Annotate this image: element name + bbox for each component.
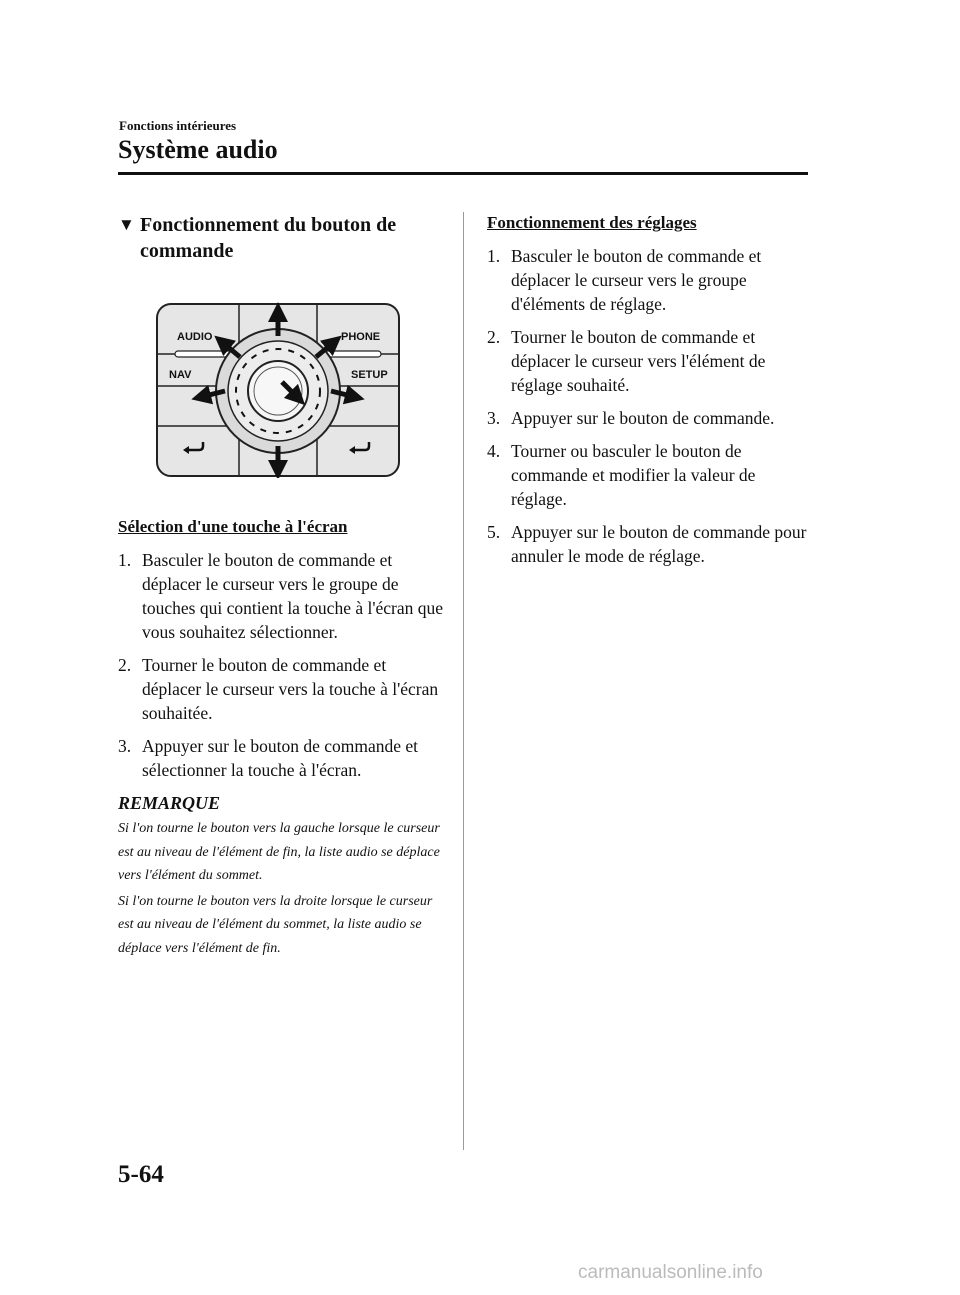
rotary-knob [216, 329, 340, 453]
audio-label: AUDIO [177, 331, 213, 343]
note-heading: REMARQUE [118, 793, 221, 813]
subheading-select-key: Sélection d'une touche à l'écran [118, 517, 348, 536]
list-item: 5. Appuyer sur le bouton de commande pour annuler le mode de réglage. [487, 522, 807, 566]
page-title: Système audio [118, 135, 278, 164]
section-heading-text: Fonctionnement du bouton de commande [140, 214, 397, 262]
steps-list-settings [487, 244, 807, 568]
list-item: 2. Tourner le bouton de commande et déplacer le curseur vers la touche à l'écran souhaitée. [118, 655, 439, 723]
note-text-2: Si l'on tourne le bouton vers la droite lorsque le curseur est au niveau de l'élément du sommet, la liste audio se déplace vers l'élément de fin. [118, 893, 433, 956]
page-number: 5-64 [118, 1161, 164, 1188]
phone-label: PHONE [341, 331, 381, 343]
list-item: 2. Tourner le bouton de commande et déplacer le curseur vers l'élément de réglage souhaité. [487, 327, 766, 395]
steps-list-select [118, 548, 448, 782]
nav-label: NAV [169, 369, 192, 381]
column-divider [463, 212, 464, 1150]
note-text: Si l'on tourne le bouton vers la gauche lorsque le curseur est au niveau de l'élément de fin, la liste audio se déplace vers l'élément du sommet. [118, 821, 440, 883]
list-item: 1. Basculer le bouton de commande et déplacer le curseur vers le groupe d'éléments de réglage. [487, 246, 762, 314]
section-heading [118, 212, 448, 264]
list-item: 3. Appuyer sur le bouton de commande et sélectionner la touche à l'écran. [118, 736, 419, 780]
commander-knob-illustration [155, 302, 401, 478]
list-item: 3. Appuyer sur le bouton de commande. [487, 408, 775, 428]
list-item: 4. Tourner ou basculer le bouton de commande et modifier la valeur de réglage. [487, 441, 756, 509]
watermark: carmanualsonline.info [578, 1262, 763, 1283]
header-rule [118, 172, 808, 175]
right-column [487, 212, 807, 577]
commander-knob-figure [155, 302, 401, 478]
subheading-settings: Fonctionnement des réglages [487, 213, 697, 232]
triangle-marker-icon: ▼ [118, 215, 135, 234]
list-item: 1. Basculer le bouton de commande et déplacer le curseur vers le groupe de touches qui contient la touche à l'écran que vous souhaitez sélectionner. [118, 550, 444, 642]
setup-label: SETUP [351, 369, 388, 381]
left-column [118, 212, 448, 960]
section-label: Fonctions intérieures [119, 118, 237, 133]
